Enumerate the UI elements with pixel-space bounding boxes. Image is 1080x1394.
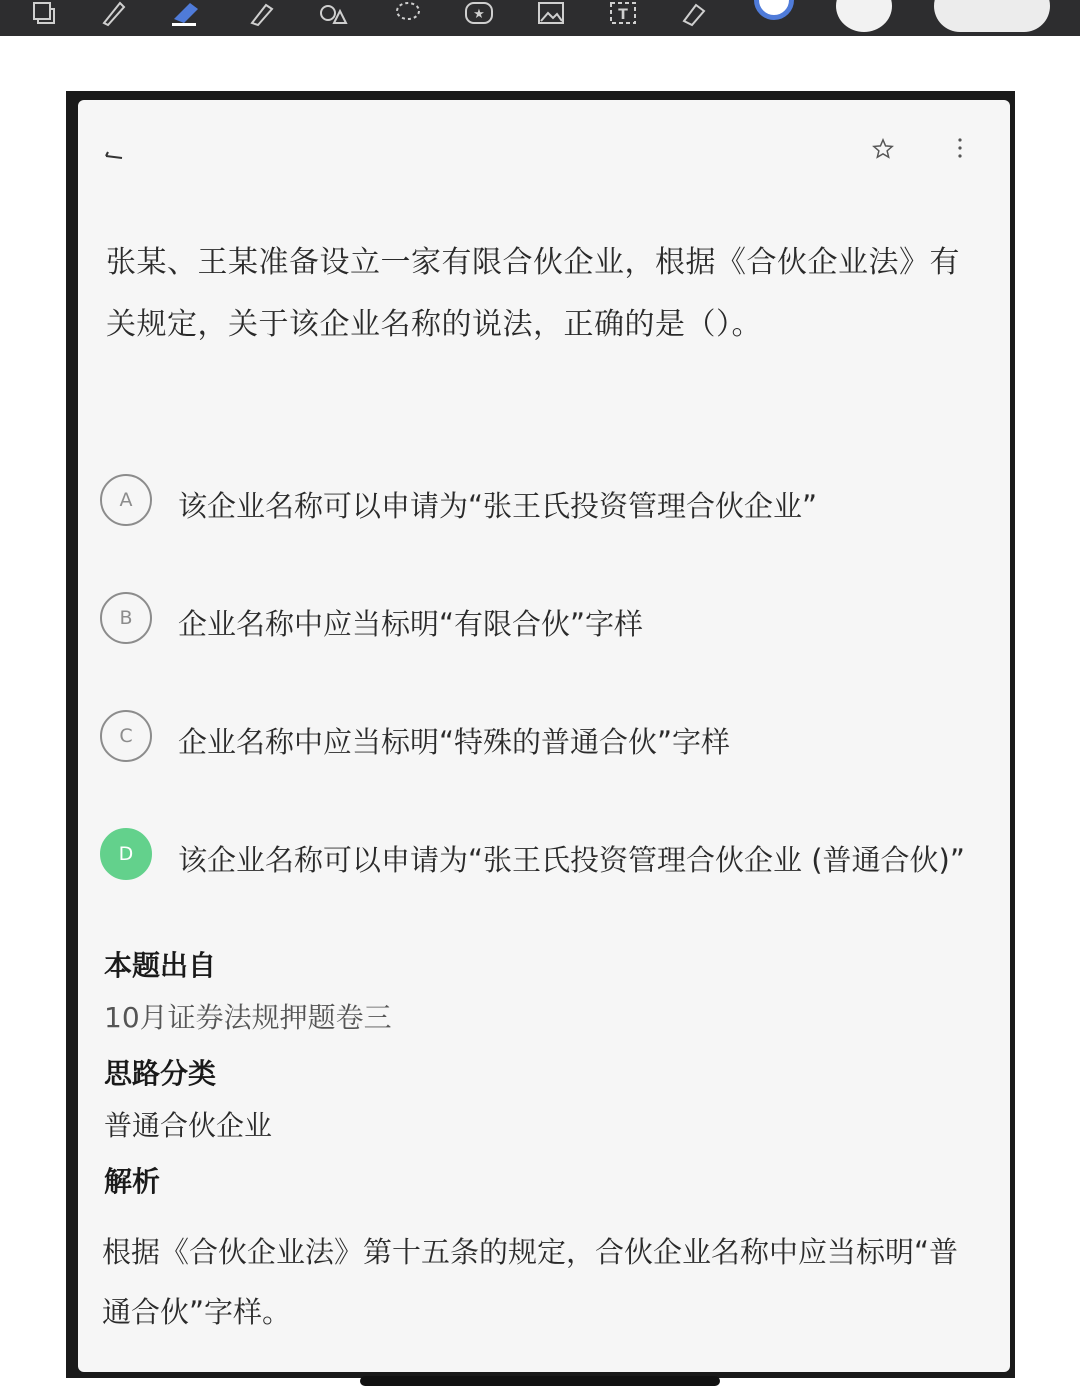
source-value: 10月证券法规押题卷三 [104, 1001, 392, 1034]
sticker-icon[interactable] [462, 0, 496, 28]
lasso-icon[interactable] [390, 0, 424, 28]
color-swatch-selected[interactable] [754, 0, 794, 20]
highlighter-icon[interactable] [168, 0, 202, 28]
option-b-text: 企业名称中应当标明“有限合伙”字样 [178, 607, 644, 641]
pen-icon[interactable] [96, 0, 130, 28]
option-d[interactable] [100, 828, 1000, 884]
option-d-circle-correct[interactable]: D [100, 828, 152, 880]
back-arrow-icon[interactable] [104, 150, 124, 166]
analysis-text: 根据《合伙企业法》第十五条的规定，合伙企业名称中应当标明“普通合伙”字样。 [102, 1235, 959, 1329]
category-value: 普通合伙企业 [104, 1109, 273, 1142]
analysis-title: 解析 [104, 1165, 161, 1198]
color-swatch-3[interactable] [934, 0, 1050, 32]
option-b-circle[interactable]: B [100, 592, 152, 644]
option-d-text: 该企业名称可以申请为“张王氏投资管理合伙企业 (普通合伙)” [178, 843, 965, 877]
source-title: 本题出自 [104, 949, 217, 982]
color-swatch-2[interactable] [836, 0, 892, 32]
annotation-toolbar [0, 0, 1080, 36]
option-a[interactable] [100, 474, 1000, 530]
image-icon[interactable] [534, 0, 568, 28]
option-c-text: 企业名称中应当标明“特殊的普通合伙”字样 [178, 725, 731, 759]
option-a-text: 该企业名称可以申请为“张王氏投资管理合伙企业” [178, 489, 818, 523]
eraser-icon[interactable] [676, 0, 710, 28]
question-text: 张某、王某准备设立一家有限合伙企业，根据《合伙企业法》有关规定，关于该企业名称的说法，正确的是（）。 [106, 245, 960, 342]
option-a-circle[interactable]: A [100, 474, 152, 526]
option-c[interactable] [100, 710, 1000, 766]
star-outline-icon[interactable] [872, 138, 894, 160]
svg-text:T: T [618, 7, 628, 23]
marker-icon[interactable] [244, 0, 278, 28]
svg-text:★: ★ [473, 7, 485, 22]
home-indicator[interactable] [360, 1376, 720, 1386]
category-title: 思路分类 [104, 1057, 217, 1090]
option-b[interactable] [100, 592, 1000, 648]
more-vertical-icon[interactable] [952, 136, 968, 160]
text-icon[interactable] [606, 0, 640, 28]
option-c-circle[interactable]: C [100, 710, 152, 762]
layers-icon[interactable] [26, 0, 60, 28]
shapes-icon[interactable] [316, 0, 350, 28]
